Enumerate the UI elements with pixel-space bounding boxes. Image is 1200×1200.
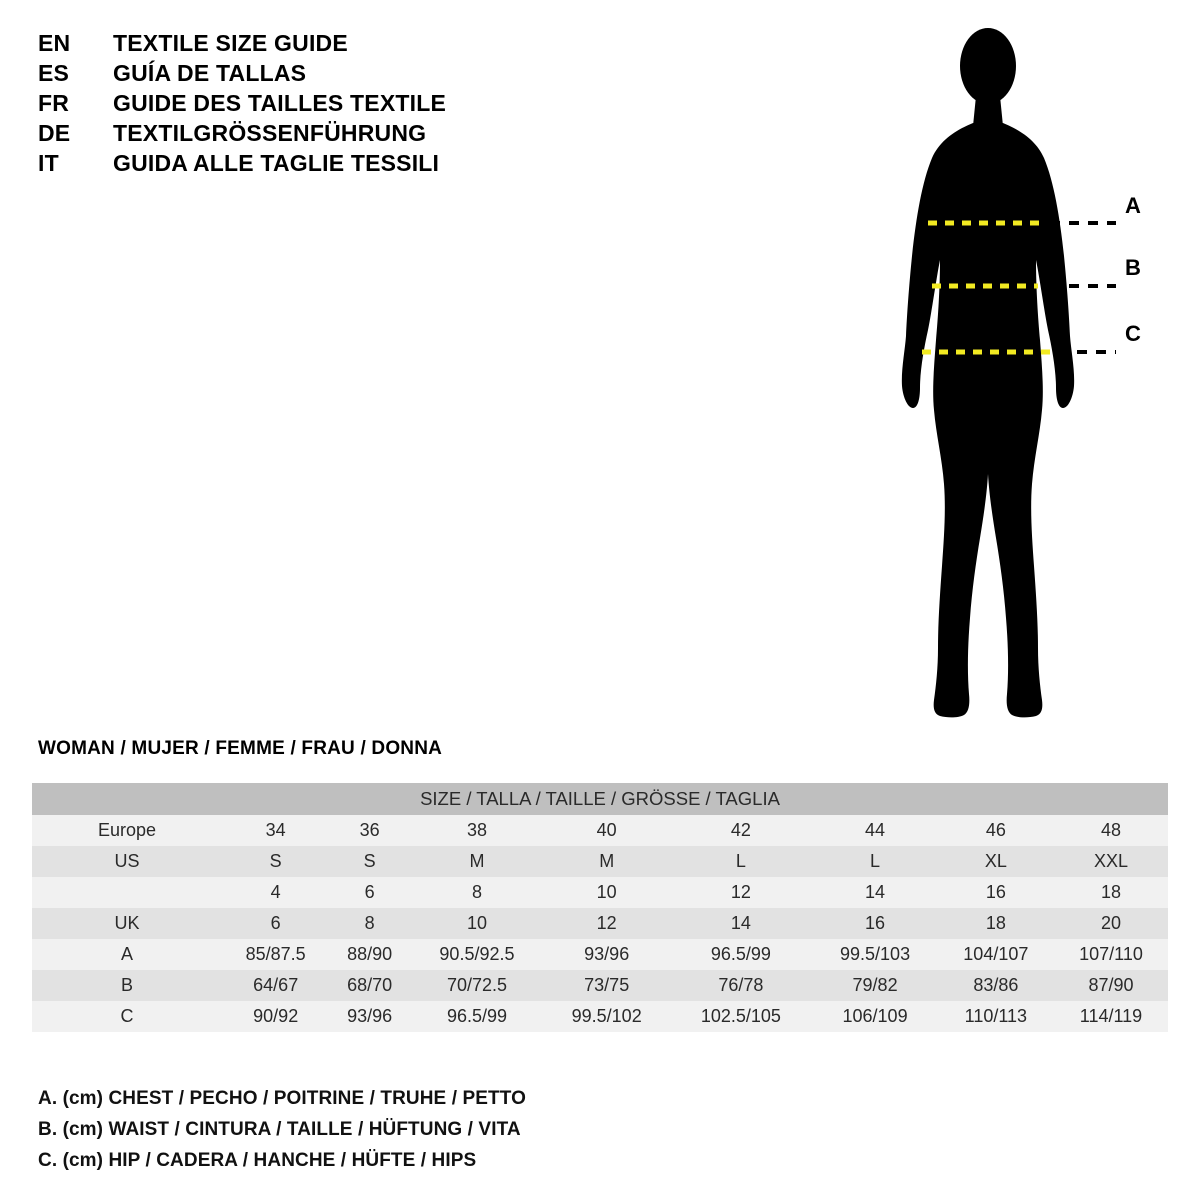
table-cell: 99.5/102 <box>544 1001 669 1032</box>
table-row <box>32 908 1168 939</box>
table-cell: 6 <box>329 877 410 908</box>
table-cell: 18 <box>1054 877 1168 908</box>
table-row <box>32 815 1168 846</box>
table-cell: 34 <box>222 815 329 846</box>
table-cell: 8 <box>410 877 544 908</box>
measure-label-a: A <box>1125 193 1141 218</box>
size-table <box>32 783 1168 1032</box>
table-cell: 85/87.5 <box>222 939 329 970</box>
table-cell: 36 <box>329 815 410 846</box>
table-header-label: SIZE / TALLA / TAILLE / GRÖSSE / TAGLIA <box>32 783 1168 815</box>
table-cell: 68/70 <box>329 970 410 1001</box>
row-label: UK <box>32 908 222 939</box>
table-cell: 107/110 <box>1054 939 1168 970</box>
row-label: B <box>32 970 222 1001</box>
table-cell: 40 <box>544 815 669 846</box>
table-cell: 87/90 <box>1054 970 1168 1001</box>
language-row <box>38 120 658 147</box>
table-row <box>32 846 1168 877</box>
table-cell: 64/67 <box>222 970 329 1001</box>
table-cell: 99.5/103 <box>812 939 937 970</box>
language-code: DE <box>38 120 71 146</box>
note-hip: C. (cm) HIP / CADERA / HANCHE / HÜFTE / HIPS <box>38 1150 477 1171</box>
measure-label-b: B <box>1125 255 1141 280</box>
table-cell: S <box>329 846 410 877</box>
table-cell: 96.5/99 <box>669 939 812 970</box>
measure-label-c: C <box>1125 321 1141 346</box>
table-row <box>32 970 1168 1001</box>
table-cell: 42 <box>669 815 812 846</box>
language-row <box>38 60 658 87</box>
table-cell: 4 <box>222 877 329 908</box>
table-cell: 46 <box>938 815 1054 846</box>
table-cell: 16 <box>938 877 1054 908</box>
measure-label-group <box>1125 0 1185 720</box>
table-row <box>32 1001 1168 1032</box>
table-cell: 18 <box>938 908 1054 939</box>
table-cell: 110/113 <box>938 1001 1054 1032</box>
table-cell: L <box>812 846 937 877</box>
table-cell: 70/72.5 <box>410 970 544 1001</box>
language-row <box>38 150 658 177</box>
table-cell: 93/96 <box>544 939 669 970</box>
table-row <box>32 877 1168 908</box>
table-cell: 90/92 <box>222 1001 329 1032</box>
row-label: A <box>32 939 222 970</box>
table-cell: 20 <box>1054 908 1168 939</box>
table-cell: 38 <box>410 815 544 846</box>
table-cell: M <box>410 846 544 877</box>
table-cell: 10 <box>410 908 544 939</box>
table-cell: 10 <box>544 877 669 908</box>
row-label: Europe <box>32 815 222 846</box>
note-waist: B. (cm) WAIST / CINTURA / TAILLE / HÜFTUNG / VITA <box>38 1119 521 1140</box>
row-label: US <box>32 846 222 877</box>
table-cell: S <box>222 846 329 877</box>
language-code: EN <box>38 30 71 56</box>
table-cell: 14 <box>669 908 812 939</box>
table-cell: 12 <box>669 877 812 908</box>
table-cell: 106/109 <box>812 1001 937 1032</box>
table-cell: 88/90 <box>329 939 410 970</box>
table-cell: 14 <box>812 877 937 908</box>
table-cell: 102.5/105 <box>669 1001 812 1032</box>
table-cell: 73/75 <box>544 970 669 1001</box>
table-cell: XXL <box>1054 846 1168 877</box>
language-title: TEXTILE SIZE GUIDE <box>113 30 348 56</box>
language-title: GUIDE DES TAILLES TEXTILE <box>113 90 446 116</box>
table-row <box>32 939 1168 970</box>
table-cell: 104/107 <box>938 939 1054 970</box>
table-cell: 93/96 <box>329 1001 410 1032</box>
language-row <box>38 30 658 57</box>
table-cell: XL <box>938 846 1054 877</box>
table-cell: 79/82 <box>812 970 937 1001</box>
row-label <box>32 877 222 908</box>
table-cell: 12 <box>544 908 669 939</box>
language-code: ES <box>38 60 70 86</box>
table-header-row <box>32 783 1168 815</box>
table-cell: 48 <box>1054 815 1168 846</box>
table-cell: 83/86 <box>938 970 1054 1001</box>
language-code: IT <box>38 150 59 176</box>
table-cell: 76/78 <box>669 970 812 1001</box>
table-caption: WOMAN / MUJER / FEMME / FRAU / DONNA <box>38 738 443 759</box>
table-cell: 6 <box>222 908 329 939</box>
language-title: GUIDA ALLE TAGLIE TESSILI <box>113 150 440 176</box>
language-title: GUÍA DE TALLAS <box>113 60 307 86</box>
table-cell: M <box>544 846 669 877</box>
note-chest: A. (cm) CHEST / PECHO / POITRINE / TRUHE / PETTO <box>38 1088 526 1109</box>
table-cell: L <box>669 846 812 877</box>
language-title: TEXTILGRÖSSENFÜHRUNG <box>113 120 427 146</box>
table-cell: 44 <box>812 815 937 846</box>
language-code: FR <box>38 90 70 116</box>
row-label: C <box>32 1001 222 1032</box>
table-cell: 16 <box>812 908 937 939</box>
language-title-list <box>38 30 658 180</box>
table-cell: 8 <box>329 908 410 939</box>
table-cell: 96.5/99 <box>410 1001 544 1032</box>
table-cell: 90.5/92.5 <box>410 939 544 970</box>
language-row <box>38 90 658 117</box>
table-cell: 114/119 <box>1054 1001 1168 1032</box>
measurement-notes <box>38 1088 526 1181</box>
